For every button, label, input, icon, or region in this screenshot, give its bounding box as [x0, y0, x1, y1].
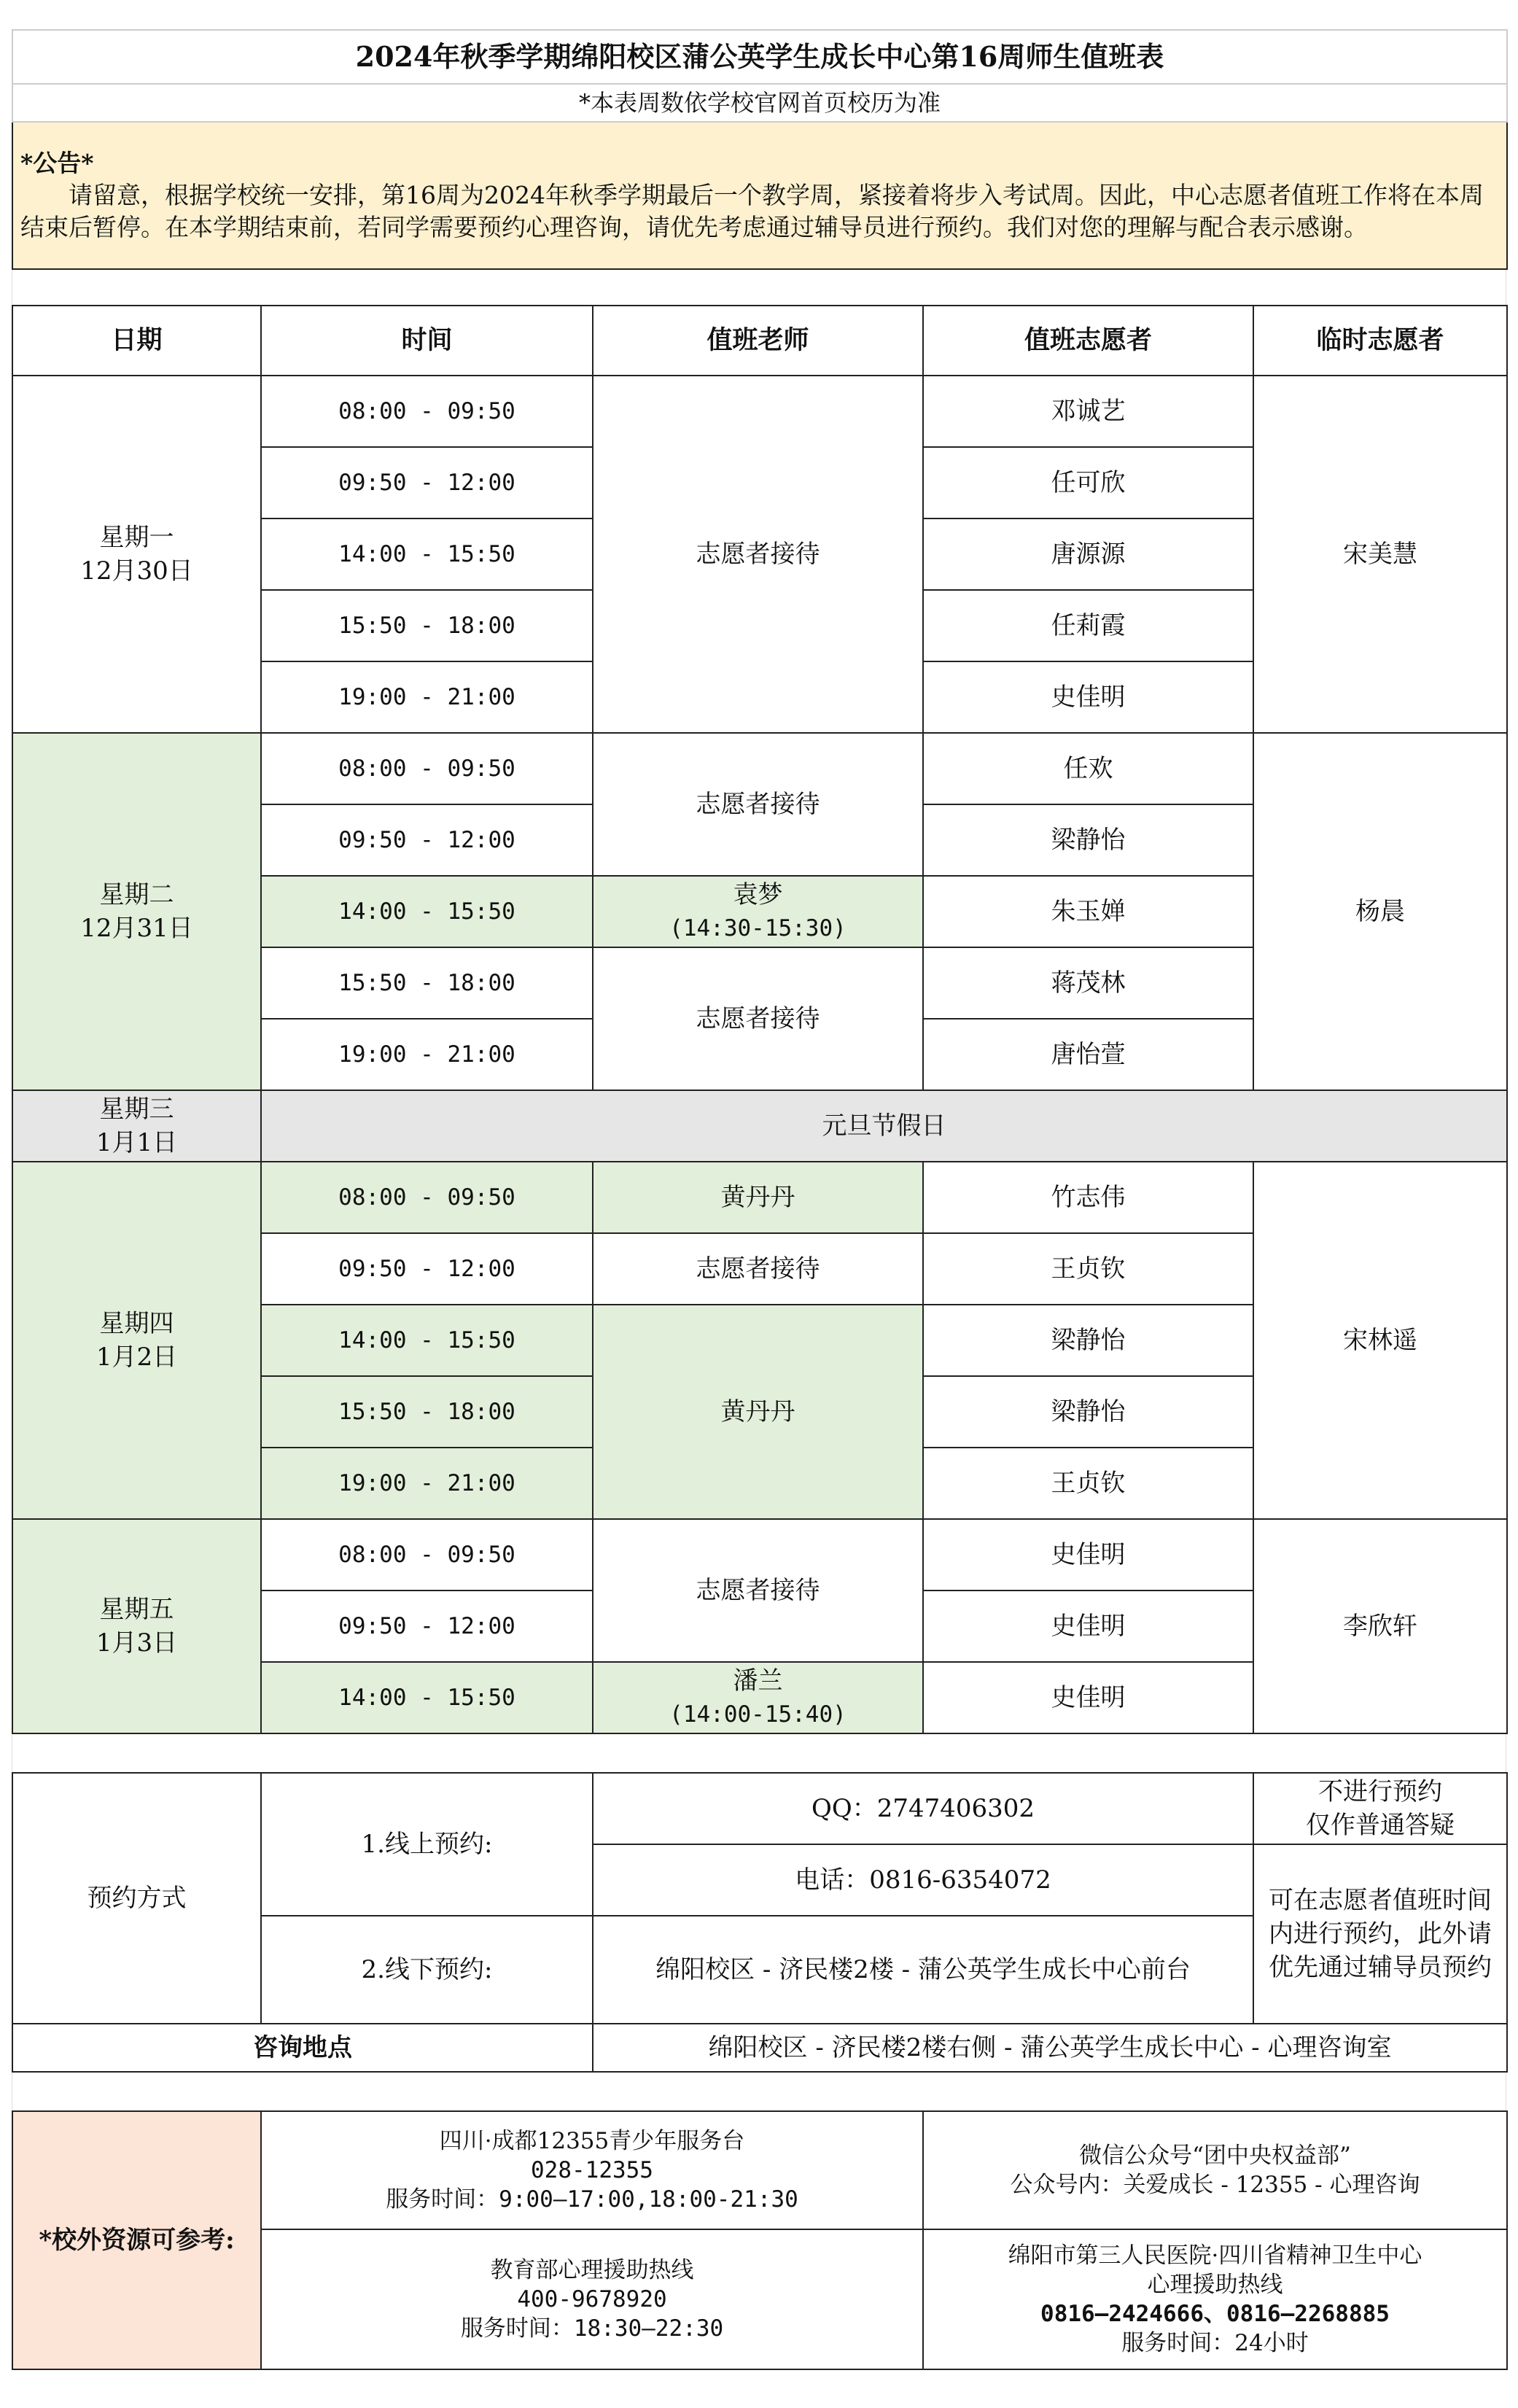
notice-box: [12, 122, 1507, 269]
date-label: 1月1日: [96, 1128, 178, 1157]
table-row: [12, 2024, 1507, 2072]
time-cell: 08:00 - 09:50: [261, 1519, 593, 1591]
temp-volunteer-cell: 宋林遥: [1253, 1162, 1507, 1519]
time-cell: 15:50 - 18:00: [261, 590, 593, 661]
header-temp: 临时志愿者: [1253, 306, 1507, 376]
temp-volunteer-cell: 宋美慧: [1253, 376, 1507, 733]
teacher-name: 潘兰: [733, 1666, 783, 1696]
date-label: 1月2日: [96, 1343, 178, 1372]
day-cell-fri: [12, 1519, 261, 1733]
temp-volunteer-cell: 杨晨: [1253, 733, 1507, 1090]
time-cell: 08:00 - 09:50: [261, 376, 593, 447]
table-row: [12, 376, 1507, 447]
page-title: 2024年秋季学期绵阳校区蒲公英学生成长中心第16周师生值班表: [12, 30, 1507, 84]
time-cell: 14:00 - 15:50: [261, 519, 593, 590]
table-row: [12, 1090, 1507, 1162]
teacher-cell: [593, 876, 923, 947]
time-cell: 09:50 - 12:00: [261, 447, 593, 519]
teacher-name: 袁梦: [733, 880, 783, 909]
spacer: [12, 1734, 1506, 1772]
volunteer-cell: 史佳明: [923, 1591, 1253, 1662]
resources-label: *校外资源可参考:: [12, 2111, 261, 2369]
resource-hours: 服务时间：24小时: [1121, 2330, 1309, 2356]
teacher-cell: 黄丹丹: [593, 1162, 923, 1233]
header-volunteer: 值班志愿者: [923, 306, 1253, 376]
day-cell-wed: [12, 1090, 261, 1162]
time-cell: 15:50 - 18:00: [261, 947, 593, 1019]
resource-hours: 服务时间：9:00—17:00,18:00-21:30: [386, 2186, 798, 2213]
offline-location-cell: 绵阳校区 - 济民楼2楼 - 蒲公英学生成长中心前台: [593, 1916, 1253, 2024]
teacher-cell: [593, 1662, 923, 1733]
notice-head: *公告*: [20, 149, 94, 177]
time-cell: 09:50 - 12:00: [261, 804, 593, 876]
resource-phone: 028-12355: [531, 2157, 653, 2183]
volunteer-cell: 蒋茂林: [923, 947, 1253, 1019]
notice-body: 请留意，根据学校统一安排，第16周为2024年秋季学期最后一个教学周，紧接着将步入考试周。因此，中心志愿者值班工作将在本周结束后暂停。在本学期结束前，若同学需要预约心理咨询，请优先考虑通过辅导员进行预约。我们对您的理解与配合表示感谢。: [20, 181, 1484, 241]
resource-moe-hotline: [261, 2229, 923, 2369]
time-cell: 14:00 - 15:50: [261, 876, 593, 947]
page-subtitle: *本表周数依学校官网首页校历为准: [12, 84, 1507, 122]
consult-label: 咨询地点: [12, 2024, 593, 2072]
time-cell: 09:50 - 12:00: [261, 1233, 593, 1305]
table-row: [12, 1519, 1507, 1591]
volunteer-cell: 任可欣: [923, 447, 1253, 519]
weekday-label: 星期四: [99, 1309, 174, 1338]
date-label: 12月31日: [80, 914, 193, 943]
qq-note-2: 仅作普通答疑: [1306, 1811, 1455, 1840]
resource-name: 绵阳市第三人民医院·四川省精神卫生中心: [1008, 2242, 1422, 2269]
holiday-cell: 元旦节假日: [261, 1090, 1507, 1162]
date-label: 12月30日: [80, 556, 193, 586]
volunteer-cell: 任莉霞: [923, 590, 1253, 661]
volunteer-cell: 唐怡萱: [923, 1019, 1253, 1090]
table-row: [12, 1162, 1507, 1233]
weekday-label: 星期二: [99, 880, 174, 909]
resource-name: 四川·成都12355青少年服务台: [439, 2128, 745, 2154]
teacher-cell: 志愿者接待: [593, 947, 923, 1090]
teacher-cell: 黄丹丹: [593, 1305, 923, 1519]
duty-sheet: [12, 29, 1506, 2370]
spacer: [12, 270, 1506, 305]
teacher-time: (14:00-15:40): [669, 1701, 846, 1728]
resource-phone: 400-9678920: [517, 2286, 667, 2312]
time-cell: 15:50 - 18:00: [261, 1376, 593, 1448]
volunteer-cell: 史佳明: [923, 661, 1253, 733]
booking-note-cell: 可在志愿者值班时间内进行预约，此外请优先通过辅导员预约: [1253, 1844, 1507, 2024]
volunteer-cell: 史佳明: [923, 1519, 1253, 1591]
time-cell: 08:00 - 09:50: [261, 1162, 593, 1233]
day-cell-mon: [12, 376, 261, 733]
date-label: 1月3日: [96, 1628, 178, 1658]
resource-hospital: [923, 2229, 1507, 2369]
header-teacher: 值班老师: [593, 306, 923, 376]
title-table: [12, 29, 1508, 270]
volunteer-cell: 梁静怡: [923, 804, 1253, 876]
weekday-label: 星期一: [99, 523, 174, 552]
offline-label: 2.线下预约:: [261, 1916, 593, 2024]
schedule-table: [12, 305, 1508, 1734]
resource-path: 公众号内：关爱成长 - 12355 - 心理咨询: [1010, 2172, 1420, 2198]
time-cell: 19:00 - 21:00: [261, 1019, 593, 1090]
volunteer-cell: 竹志伟: [923, 1162, 1253, 1233]
spacer: [12, 2073, 1506, 2110]
teacher-cell: 志愿者接待: [593, 1233, 923, 1305]
resources-table: [12, 2110, 1508, 2370]
time-cell: 09:50 - 12:00: [261, 1591, 593, 1662]
resource-phone: 0816—2424666、0816—2268885: [1040, 2301, 1390, 2327]
day-cell-tue: [12, 733, 261, 1090]
resource-sub: 心理援助热线: [1147, 2272, 1283, 2298]
time-cell: 19:00 - 21:00: [261, 661, 593, 733]
volunteer-cell: 梁静怡: [923, 1376, 1253, 1448]
table-row: [12, 733, 1507, 804]
volunteer-cell: 唐源源: [923, 519, 1253, 590]
online-label: 1.线上预约:: [261, 1773, 593, 1916]
table-row: [12, 1773, 1507, 1844]
time-cell: 08:00 - 09:50: [261, 733, 593, 804]
qq-cell: QQ：2747406302: [593, 1773, 1253, 1844]
table-row: [12, 2111, 1507, 2229]
volunteer-cell: 任欢: [923, 733, 1253, 804]
header-date: 日期: [12, 306, 261, 376]
teacher-cell: 志愿者接待: [593, 733, 923, 876]
booking-table: [12, 1772, 1508, 2073]
header-row: [12, 306, 1507, 376]
resource-name: 教育部心理援助热线: [490, 2257, 694, 2283]
teacher-time: (14:30-15:30): [669, 915, 846, 941]
qq-note-1: 不进行预约: [1318, 1777, 1442, 1806]
volunteer-cell: 史佳明: [923, 1662, 1253, 1733]
volunteer-cell: 邓诚艺: [923, 376, 1253, 447]
resource-name: 微信公众号“团中央权益部”: [1079, 2143, 1351, 2169]
time-cell: 19:00 - 21:00: [261, 1448, 593, 1519]
resource-12355: [261, 2111, 923, 2229]
resource-hours: 服务时间：18:30—22:30: [460, 2315, 724, 2342]
resource-wechat: [923, 2111, 1507, 2229]
teacher-cell: 志愿者接待: [593, 1519, 923, 1662]
volunteer-cell: 王贞钦: [923, 1233, 1253, 1305]
volunteer-cell: 朱玉婵: [923, 876, 1253, 947]
time-cell: 14:00 - 15:50: [261, 1305, 593, 1376]
time-cell: 14:00 - 15:50: [261, 1662, 593, 1733]
teacher-cell: 志愿者接待: [593, 376, 923, 733]
temp-volunteer-cell: 李欣轩: [1253, 1519, 1507, 1733]
header-time: 时间: [261, 306, 593, 376]
qq-note-cell: [1253, 1773, 1507, 1844]
consult-location-cell: 绵阳校区 - 济民楼2楼右侧 - 蒲公英学生成长中心 - 心理咨询室: [593, 2024, 1507, 2072]
volunteer-cell: 梁静怡: [923, 1305, 1253, 1376]
weekday-label: 星期三: [99, 1095, 174, 1124]
phone-cell: 电话：0816-6354072: [593, 1844, 1253, 1916]
day-cell-thu: [12, 1162, 261, 1519]
booking-label: 预约方式: [12, 1773, 261, 2024]
volunteer-cell: 王贞钦: [923, 1448, 1253, 1519]
weekday-label: 星期五: [99, 1595, 174, 1624]
